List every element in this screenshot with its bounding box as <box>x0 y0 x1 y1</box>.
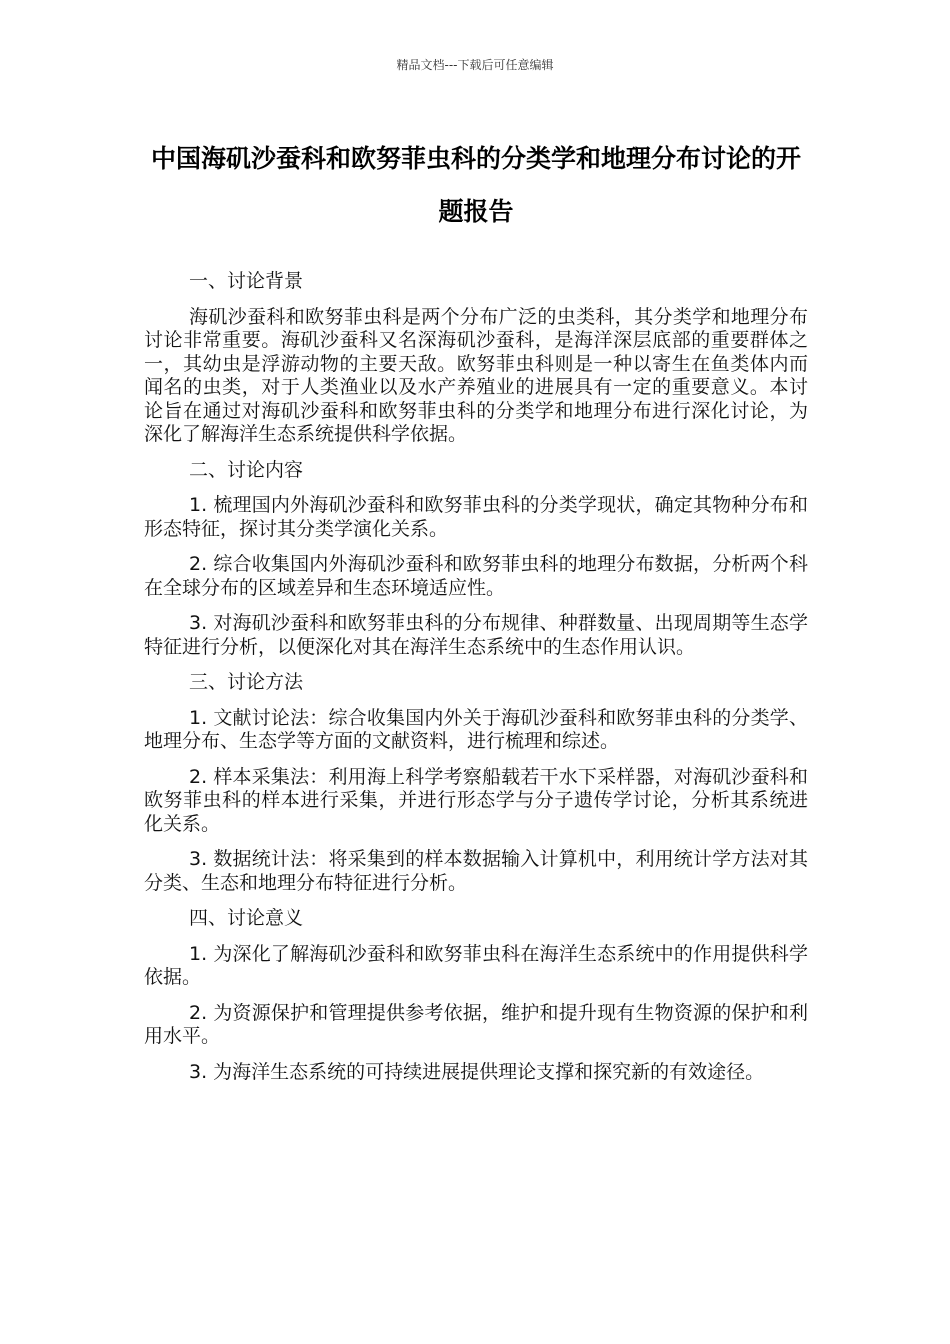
document-title: 中国海矶沙蚕科和欧努菲虫科的分类学和地理分布讨论的开题报告 <box>150 144 801 226</box>
section-heading-significance: 四、讨论意义 <box>189 907 304 929</box>
paragraph-methods-2: 2. 样本采集法：利用海上科学考察船载若干水下采样器，对海矶沙蚕科和欧努菲虫科的样本进行采集，并进行形态学与分子遗传学讨论，分析其系统进化关系。 <box>144 765 808 835</box>
paragraph-methods-1: 1. 文献讨论法：综合收集国内外关于海矶沙蚕科和欧努菲虫科的分类学、地理分布、生态学等方面的文献资料，进行梳理和综述。 <box>144 706 808 752</box>
paragraph-significance-2: 2. 为资源保护和管理提供参考依据，维护和提升现有生物资源的保护和利用水平。 <box>144 1001 808 1047</box>
paragraph-content-2: 2. 综合收集国内外海矶沙蚕科和欧努菲虫科的地理分布数据，分析两个科在全球分布的区域差异和生态环境适应性。 <box>144 553 808 599</box>
paragraph-methods-3: 3. 数据统计法：将采集到的样本数据输入计算机中，利用统计学方法对其分类、生态和地理分布特征进行分析。 <box>144 848 808 894</box>
paragraph-significance-3: 3. 为海洋生态系统的可持续进展提供理论支撑和探究新的有效途径。 <box>189 1060 765 1083</box>
section-heading-content: 二、讨论内容 <box>189 458 304 481</box>
paragraph-content-3: 3. 对海矶沙蚕科和欧努菲虫科的分布规律、种群数量、出现周期等生态学特征进行分析，以便深化对其在海洋生态系统中的生态作用认识。 <box>144 612 808 658</box>
section-heading-background: 一、讨论背景 <box>189 270 304 292</box>
document-body <box>144 270 808 1096</box>
section-heading-methods: 三、讨论方法 <box>189 671 304 693</box>
page-header-note: 精品文档---下载后可任意编辑 <box>396 58 554 72</box>
paragraph-significance-1: 1. 为深化了解海矶沙蚕科和欧努菲虫科在海洋生态系统中的作用提供科学依据。 <box>144 942 808 988</box>
paragraph-content-1: 1. 梳理国内外海矶沙蚕科和欧努菲虫科的分类学现状，确定其物种分布和形态特征，探讨其分类学演化关系。 <box>144 494 808 540</box>
paragraph-background: 海矶沙蚕科和欧努菲虫科是两个分布广泛的虫类科，其分类学和地理分布讨论非常重要。海矶沙蚕科又名深海矶沙蚕科，是海洋深层底部的重要群体之一，其幼虫是浮游动物的主要天敌。欧努菲虫科则是一种以寄生在鱼类体内而闻名的虫类，对于人类渔业以及水产养殖业的进展具有一定的重要意义。本讨论旨在通过对海矶沙蚕科和欧努菲虫科的分类学和地理分布进行深化讨论，为深化了解海洋生态系统提供科学依据。 <box>144 305 808 445</box>
